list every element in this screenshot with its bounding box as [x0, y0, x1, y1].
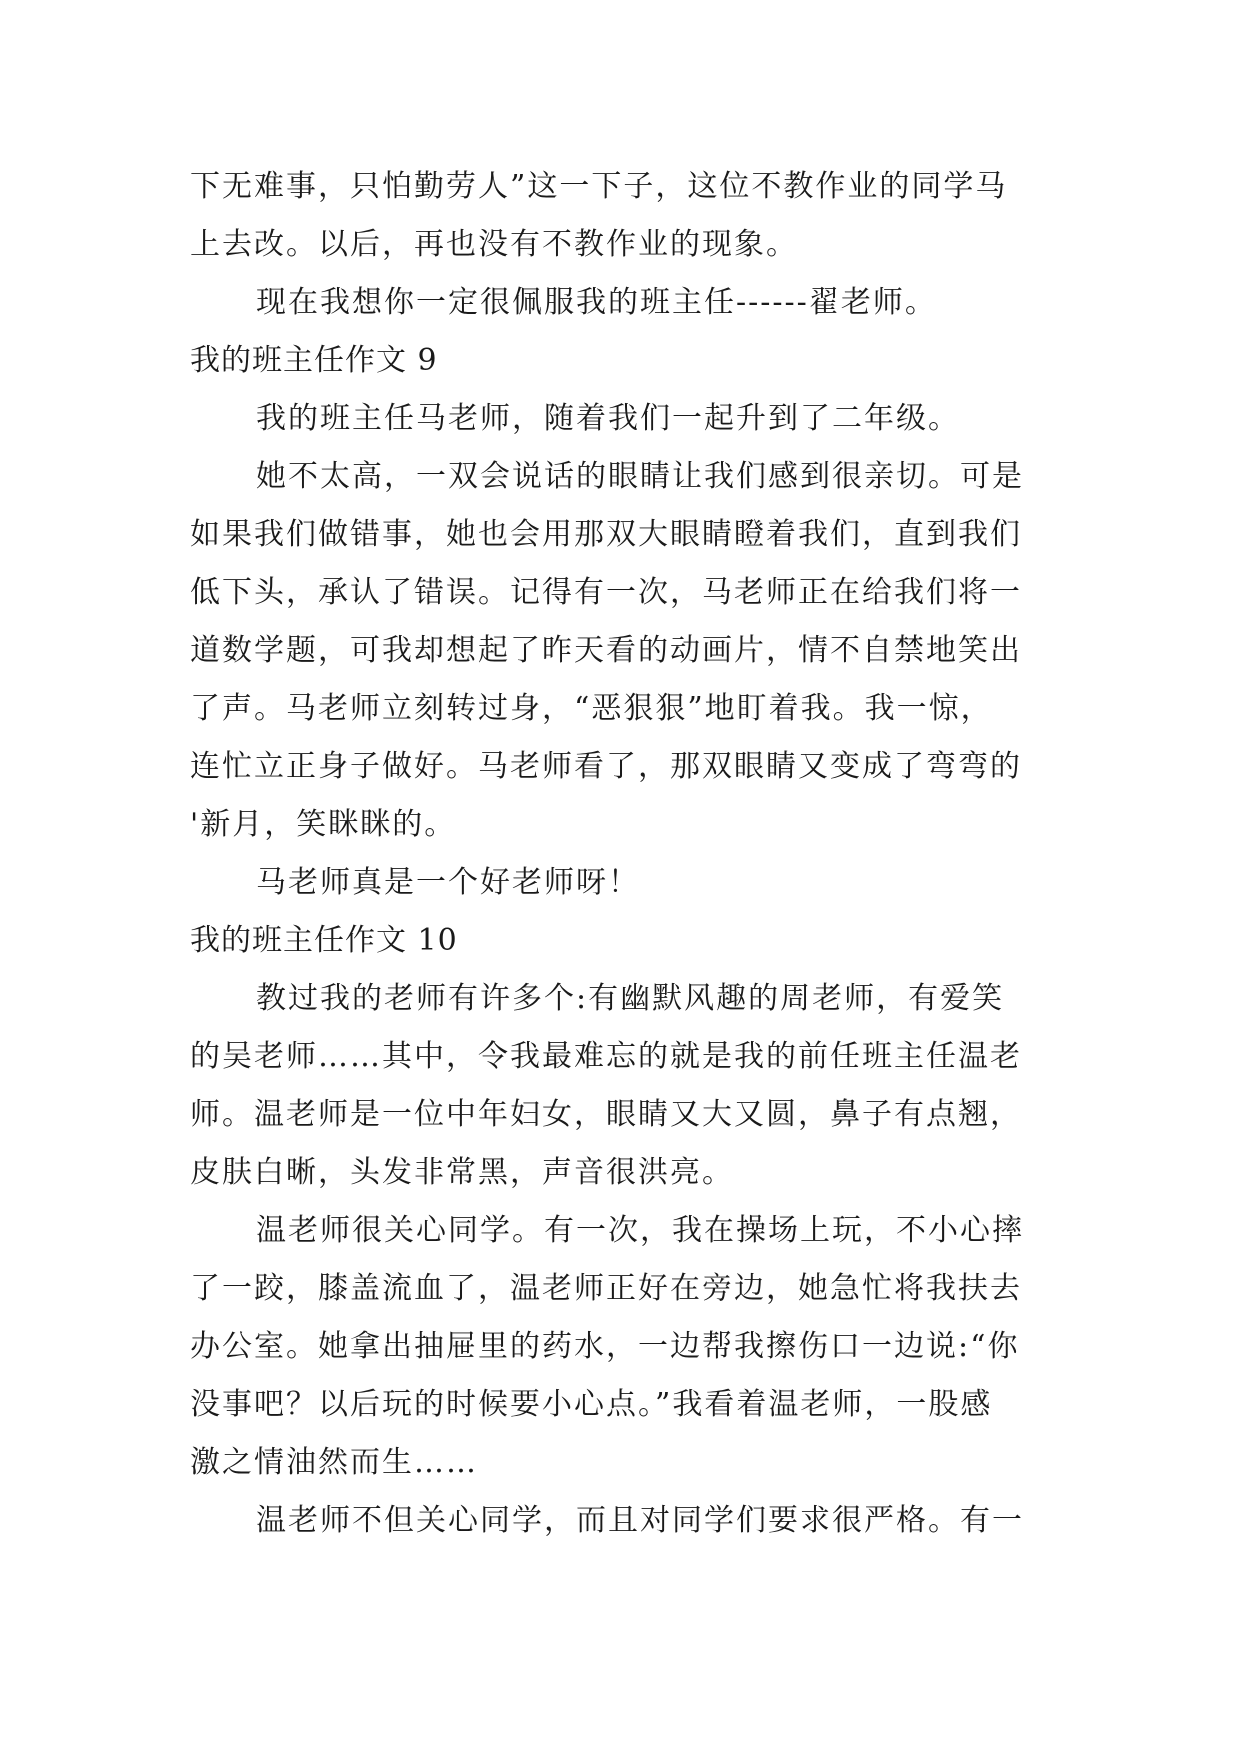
- text-line: 了一跤，膝盖流血了，温老师正好在旁边，她急忙将我扶去: [190, 1271, 1022, 1306]
- text-line: 道数学题，可我却想起了昨天看的动画片，情不自禁地笑出: [190, 633, 1022, 668]
- text-line: 她不太高，一双会说话的眼睛让我们感到很亲切。可是: [256, 459, 1024, 494]
- text-line: 办公室。她拿出抽屉里的药水，一边帮我擦伤口一边说:“你: [190, 1329, 1020, 1364]
- text-line: 我的班主任马老师，随着我们一起升到了二年级。: [256, 401, 960, 436]
- text-line: 如果我们做错事，她也会用那双大眼睛瞪着我们，直到我们: [190, 517, 1022, 552]
- text-line: 现在我想你一定很佩服我的班主任------翟老师。: [256, 285, 937, 320]
- text-line: '新月，笑眯眯的。: [190, 807, 457, 842]
- text-line: 马老师真是一个好老师呀！: [256, 865, 640, 900]
- text-line: 上去改。以后，再也没有不教作业的现象。: [190, 227, 798, 262]
- text-line: 低下头，承认了错误。记得有一次，马老师正在给我们将一: [190, 575, 1022, 610]
- text-line: 没事吧？以后玩的时候要小心点。”我看着温老师，一股感: [190, 1387, 993, 1422]
- text-line: 连忙立正身子做好。马老师看了，那双眼睛又变成了弯弯的: [190, 749, 1022, 784]
- text-line: 教过我的老师有许多个:有幽默风趣的周老师，有爱笑: [256, 981, 1005, 1016]
- text-line: 温老师很关心同学。有一次，我在操场上玩，不小心摔: [256, 1213, 1024, 1248]
- text-line: 皮肤白晰，头发非常黑，声音很洪亮。: [190, 1155, 734, 1190]
- text-line: 温老师不但关心同学，而且对同学们要求很严格。有一: [256, 1503, 1024, 1538]
- text-line: 下无难事，只怕勤劳人”这一下子，这位不教作业的同学马: [190, 169, 1008, 204]
- document-body: [190, 158, 1070, 1550]
- section-heading: 我的班主任作文 10: [190, 923, 458, 958]
- text-line: 的吴老师……其中，令我最难忘的就是我的前任班主任温老: [190, 1039, 1022, 1074]
- text-line: 了声。马老师立刻转过身，“恶狠狠”地盯着我。我一惊，: [190, 691, 993, 726]
- text-line: 激之情油然而生……: [190, 1445, 478, 1480]
- text-line: 师。温老师是一位中年妇女，眼睛又大又圆，鼻子有点翘，: [190, 1097, 1022, 1132]
- section-heading: 我的班主任作文 9: [190, 343, 438, 378]
